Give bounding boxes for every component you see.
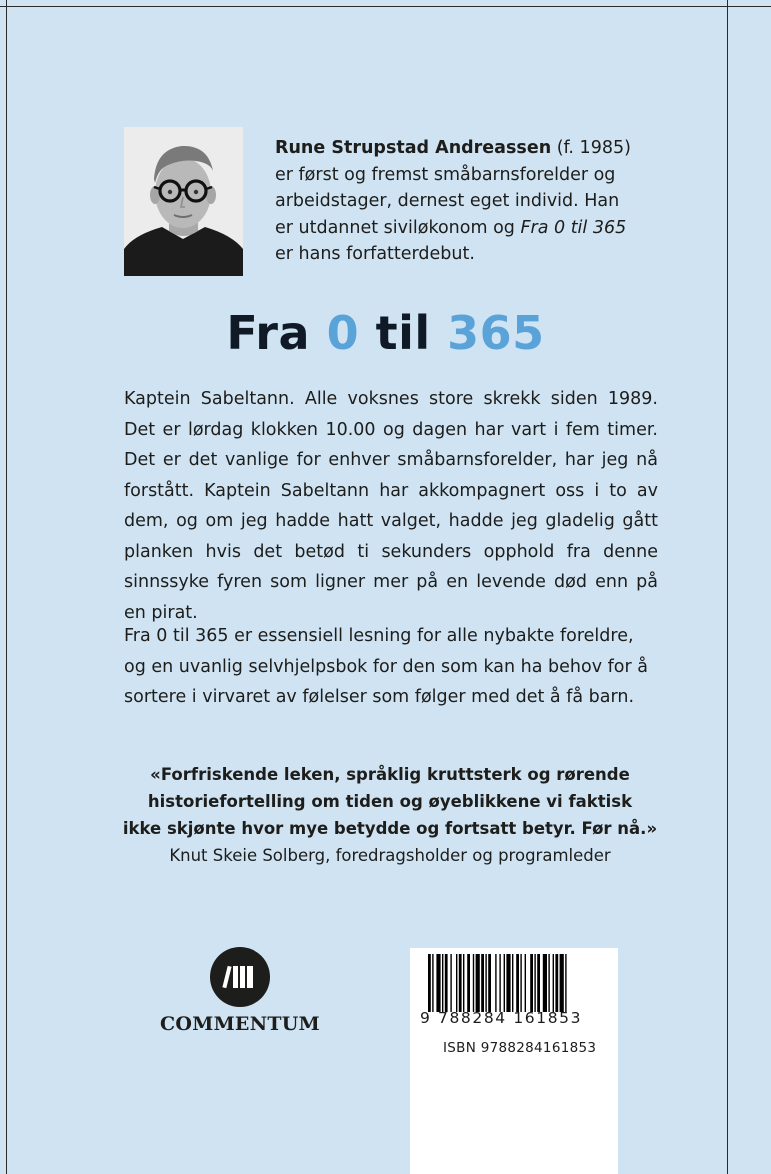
author-bio-line: er utdannet siviløkonom og Fra 0 til 365: [275, 217, 627, 238]
blurb-paragraph-2: Fra 0 til 365 er essensiell lesning for alle nybakte foreldre, og en uvanlig selvhjelpsbok for den som kan ha behov for å sortere i virvaret av følelser som følger med det å få barn.: [124, 626, 648, 707]
barcode-bar: [442, 954, 443, 1012]
author-name: Rune Strupstad Andreassen: [275, 138, 552, 158]
barcode-bar: [512, 954, 513, 1012]
trim-line-left: [6, 0, 7, 1174]
barcode-bar: [534, 954, 535, 1012]
barcode-digits: 9 788284 161853: [420, 1009, 583, 1027]
barcode-bar: [428, 954, 431, 1012]
quote-attribution: Knut Skeie Solberg, foredragsholder og programleder: [169, 846, 611, 865]
barcode-bar: [473, 954, 474, 1012]
barcode-bar: [553, 954, 554, 1012]
quote-line: «Forfriskende leken, språklig kruttsterk og rørende: [150, 765, 630, 784]
publisher-name: COMMENTUM: [159, 1013, 321, 1035]
author-bio: [275, 135, 655, 268]
barcode-bar: [560, 954, 564, 1012]
book-title: Fra 0 til 365: [226, 306, 545, 360]
barcode-bar: [476, 954, 480, 1012]
author-bio-line: er først og fremst småbarnsforelder og: [275, 164, 616, 185]
barcode-icon: [428, 954, 610, 1012]
barcode-bar: [499, 954, 500, 1012]
barcode-bar: [450, 954, 451, 1012]
author-portrait-icon: [124, 127, 243, 276]
barcode-bar: [543, 954, 547, 1012]
barcode-bar: [495, 954, 496, 1012]
barcode-bar: [488, 954, 491, 1012]
barcode-bar: [504, 954, 505, 1012]
blurb-paragraph-1: Kaptein Sabeltann. Alle voksnes store skrekk siden 1989. Det er lørdag klokken 10.00 og dagen har vart i fem timer. Det er det vanlige for enhver småbarnsforelder, har jeg nå forstått. Kaptein Sabeltann har akkompagnert oss i to av dem, og om jeg hadde hatt valget, hadde jeg gladelig gått planken hvis det betød ti sekunders opphold fra denne sinnssyke fyren som ligner mer på en levende død enn på en pirat.: [124, 389, 658, 623]
author-bio-line: arbeidstager, dernest eget individ. Han: [275, 191, 620, 211]
title-number-365: 365: [447, 306, 545, 360]
books-icon: [210, 947, 270, 1007]
barcode-bar: [481, 954, 484, 1012]
barcode-bar: [463, 954, 464, 1012]
isbn-label: ISBN 9788284161853: [443, 1040, 597, 1056]
author-bio-line: Rune Strupstad Andreassen (f. 1985): [275, 138, 631, 158]
barcode-bar: [459, 954, 462, 1012]
quote-line: ikke skjønte hvor mye betydde og fortsatt betyr. Før nå.»: [122, 819, 658, 838]
trim-line-right: [727, 0, 728, 1174]
barcode-panel: [410, 948, 618, 1174]
barcode-bar: [485, 954, 486, 1012]
barcode-bar: [520, 954, 521, 1012]
trim-line-top: [0, 6, 771, 7]
barcode-bar: [537, 954, 540, 1012]
title-number-0: 0: [326, 306, 360, 360]
barcode-bar: [516, 954, 519, 1012]
barcode-bar: [565, 954, 566, 1012]
barcode-bar: [525, 954, 526, 1012]
barcode-bar: [456, 954, 457, 1012]
barcode-bar: [445, 954, 448, 1012]
barcode-bar: [530, 954, 533, 1012]
barcode-bar: [506, 954, 510, 1012]
barcode-bar: [548, 954, 549, 1012]
quote-line: historiefortelling om tiden og øyeblikkene vi faktisk: [147, 792, 633, 811]
review-quote: [110, 761, 670, 842]
barcode-bar: [555, 954, 558, 1012]
book-title-italic: Fra 0 til 365: [520, 217, 627, 238]
barcode-bar: [467, 954, 470, 1012]
barcode-bar: [432, 954, 433, 1012]
author-photo: [124, 127, 243, 276]
author-bio-line: er hans forfatterdebut.: [275, 244, 475, 264]
barcode-bar: [436, 954, 440, 1012]
